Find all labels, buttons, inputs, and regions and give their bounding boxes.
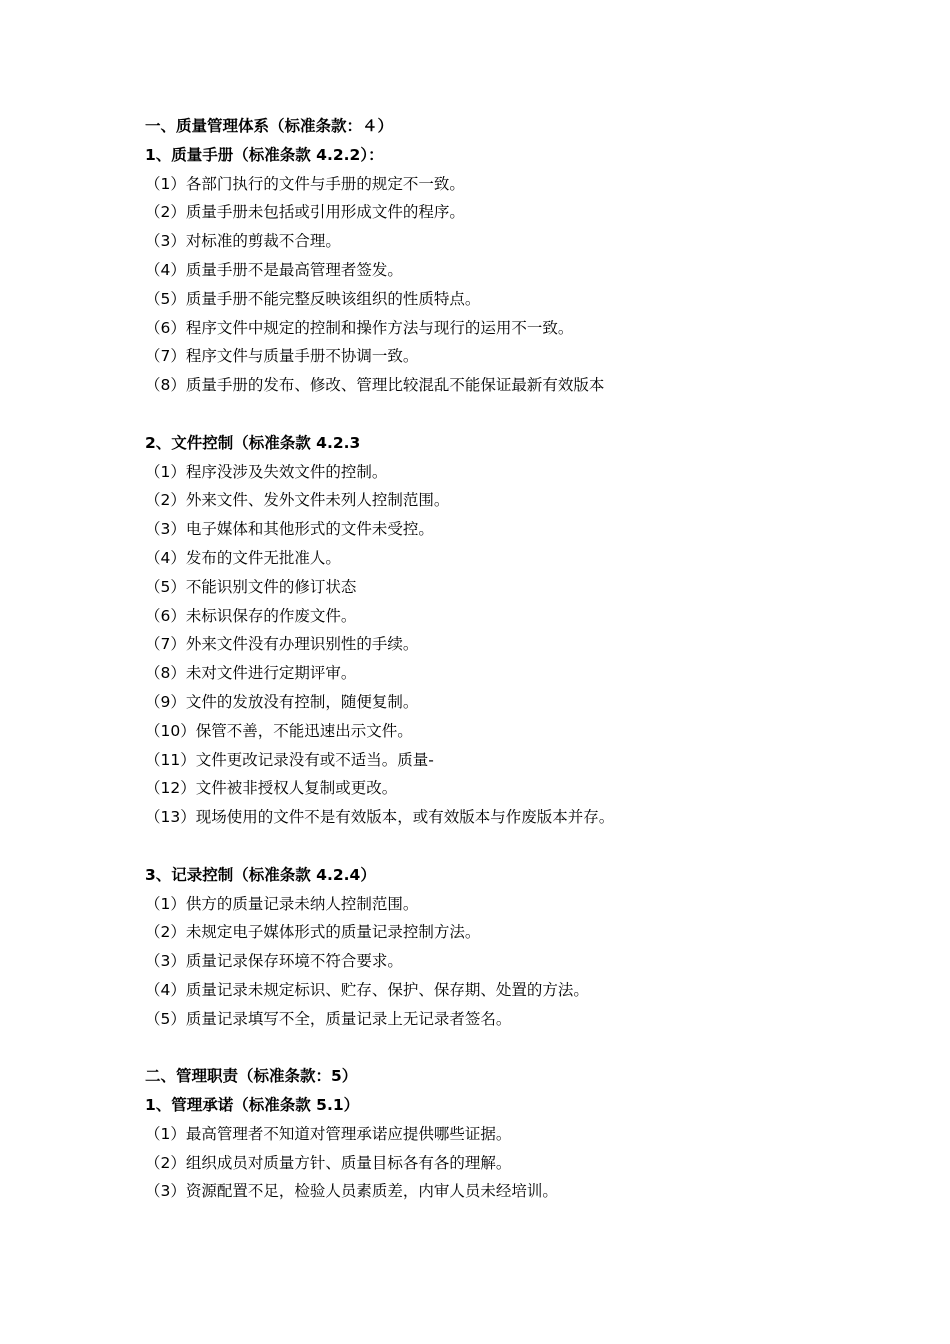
list-item: （2）未规定电子媒体形式的质量记录控制方法。	[145, 923, 481, 942]
list-item: （1）供方的质量记录未纳人控制范围。	[145, 894, 419, 913]
list-item: （7）程序文件与质量手册不协调一致。	[145, 347, 419, 366]
list-item: （3）资源配置不足，检验人员素质差，内审人员未经培训。	[145, 1182, 558, 1201]
section-heading: 3、记录控制（标准条款 4.2.4）	[145, 865, 376, 884]
list-item: （2）质量手册未包括或引用形成文件的程序。	[145, 203, 465, 222]
section-heading: 一、质量管理体系（标准条款：４）	[145, 117, 394, 135]
blank-line	[145, 400, 905, 429]
list-item: （6）程序文件中规定的控制和操作方法与现行的运用不一致。	[145, 318, 574, 337]
list-item: （3）质量记录保存环境不符合要求。	[145, 952, 403, 971]
section-heading: 2、文件控制（标准条款 4.2.3	[145, 433, 361, 452]
list-item: （8）未对文件进行定期评审。	[145, 664, 357, 683]
document-body	[145, 112, 905, 1206]
list-item: （4）发布的文件无批准人。	[145, 548, 341, 567]
list-item: （3）对标准的剪裁不合理。	[145, 232, 341, 251]
section-heading: 1、管理承诺（标准条款 5.1）	[145, 1096, 360, 1115]
list-item: （5）不能识别文件的修订状态	[145, 577, 357, 596]
blank-line	[145, 832, 905, 861]
list-item: （1）程序没涉及失效文件的控制。	[145, 462, 388, 481]
list-item: （3）电子媒体和其他形式的文件未受控。	[145, 520, 434, 539]
list-item: （5）质量手册不能完整反映该组织的性质特点。	[145, 289, 481, 308]
list-item: （7）外来文件没有办理识别性的手续。	[145, 635, 419, 654]
list-item: （6）未标识保存的作废文件。	[145, 606, 357, 625]
list-item: （1）最高管理者不知道对管理承诺应提供哪些证据。	[145, 1124, 512, 1143]
section-heading: 二、管理职责（标准条款：5）	[145, 1067, 358, 1086]
blank-line	[145, 1034, 905, 1063]
list-item: （2）外来文件、发外文件未列人控制范围。	[145, 491, 450, 510]
section-heading: 1、质量手册（标准条款 4.2.2）：	[145, 145, 384, 164]
list-item: （11）文件更改记录没有或不适当。质量-	[145, 750, 434, 769]
list-item: （5）质量记录填写不全，质量记录上无记录者签名。	[145, 1009, 512, 1028]
list-item: （4）质量记录未规定标识、贮存、保护、保存期、处置的方法。	[145, 980, 589, 999]
list-item: （13）现场使用的文件不是有效版本，或有效版本与作废版本并存。	[145, 808, 615, 827]
list-item: （12）文件被非授权人复制或更改。	[145, 779, 398, 798]
list-item: （9）文件的发放没有控制，随便复制。	[145, 692, 419, 711]
list-item: （8）质量手册的发布、修改、管理比较混乱不能保证最新有效版本	[145, 376, 605, 395]
list-item: （1）各部门执行的文件与手册的规定不一致。	[145, 174, 465, 193]
list-item: （2）组织成员对质量方针、质量目标各有各的理解。	[145, 1153, 512, 1172]
list-item: （10）保管不善，不能迅速出示文件。	[145, 721, 413, 740]
list-item: （4）质量手册不是最高管理者签发。	[145, 260, 403, 279]
